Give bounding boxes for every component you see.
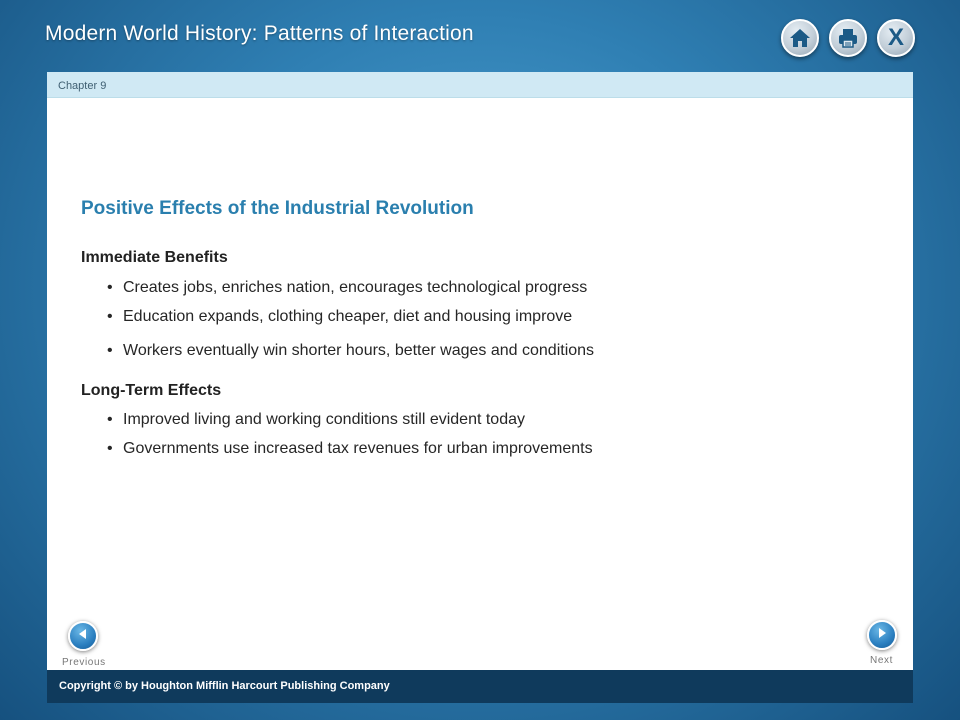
bullet-icon: •	[107, 342, 113, 359]
list-item	[107, 440, 593, 458]
content-panel	[47, 72, 913, 670]
triangle-right-icon	[876, 626, 888, 644]
home-button[interactable]	[781, 19, 819, 57]
close-button[interactable]	[877, 19, 915, 57]
list-item-text: Improved living and working conditions still evident today	[123, 411, 525, 428]
bullet-icon: •	[107, 440, 113, 457]
bullet-icon: •	[107, 279, 113, 296]
list-item-text: Education expands, clothing cheaper, diet and housing improve	[123, 308, 573, 325]
previous-label[interactable]: Previous	[62, 657, 106, 668]
print-button[interactable]	[829, 19, 867, 57]
next-label[interactable]: Next	[870, 655, 893, 666]
home-icon	[789, 28, 811, 48]
list-item	[107, 411, 525, 429]
list-item-text: Creates jobs, enriches nation, encourages technological progress	[123, 279, 588, 296]
list-item-text: Workers eventually win shorter hours, better wages and conditions	[123, 342, 595, 359]
copyright-text: Copyright © by Houghton Mifflin Harcourt Publishing Company	[59, 680, 390, 692]
triangle-left-icon	[77, 627, 89, 645]
section-title-immediate-benefits: Immediate Benefits	[81, 249, 228, 266]
chapter-bar	[47, 72, 913, 98]
list-item	[107, 342, 595, 360]
close-x-icon: X	[887, 24, 904, 51]
bullet-icon: •	[107, 411, 113, 428]
next-button[interactable]	[867, 620, 897, 650]
slide-heading: Positive Effects of the Industrial Revolution	[81, 198, 474, 219]
app-title: Modern World History: Patterns of Interaction	[45, 22, 474, 45]
list-item-text: Governments use increased tax revenues for urban improvements	[123, 440, 593, 457]
printer-icon	[837, 27, 859, 49]
section-title-long-term-effects: Long-Term Effects	[81, 382, 222, 399]
list-item	[107, 279, 588, 297]
bullet-icon: •	[107, 308, 113, 325]
previous-button[interactable]	[68, 621, 98, 651]
chapter-label: Chapter 9	[58, 80, 107, 92]
footer-bar	[47, 670, 913, 703]
list-item	[107, 308, 573, 326]
